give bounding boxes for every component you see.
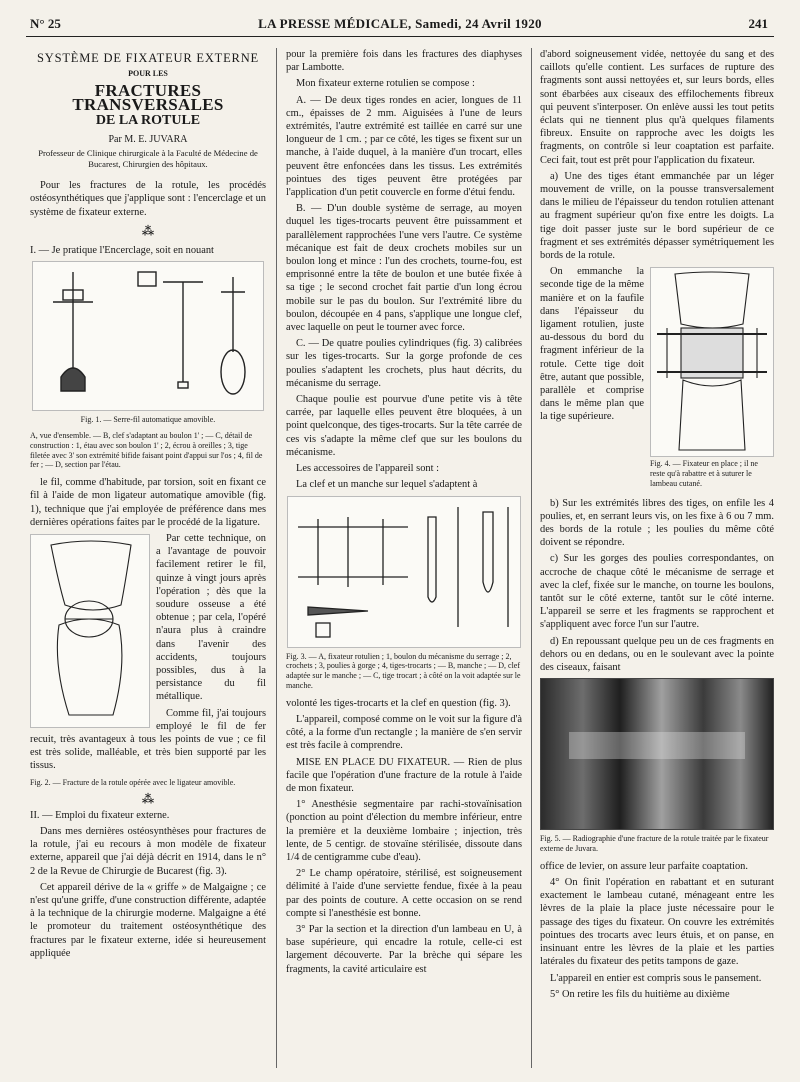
col3-paragraph-2: a) Une des tiges étant emmanchée par un léger mouvement de vrille, on la pousse transversalement dans le milieu de l'épaisseur du tendon rotulien attenant au fragment supérieur qu'on fixe entre les doigts. La tige doit passer juste sur le bord supérieur de ce fragment et ses extrémités dépasser symétriquement les bords de la rotule. [540, 170, 774, 262]
col2-paragraph-6: Chaque poulie est pourvue d'une petite vis à tête carrée, par laquelle elles peuvent être bloquées, à un point quelconque, des tiges-trocarts. Sur la tête carrée de ces vis s'adapte la même clef que sur les boulons du mécanisme. [286, 394, 522, 458]
page-header [26, 14, 774, 37]
article-title-line-3: FRACTURES TRANSVERSALES [72, 81, 224, 114]
section-stars-2: ⁂ [141, 792, 155, 807]
col1-paragraph-1: le fil, comme d'habitude, par torsion, soit en fixant ce fil à l'aide de mon ligateur automatique amovible (fig. 1), technique que j'ai employée de préférence dans mes dernières opérations faites par le procédé de la ligature. [30, 477, 266, 528]
column-1 [30, 48, 266, 963]
figure-1-illustration [32, 261, 264, 411]
col2-paragraph-7: Les accessoires de l'appareil sont : [296, 463, 439, 475]
knee-fixateur-drawing [651, 268, 773, 456]
figure-3-illustration [287, 496, 521, 648]
fixateur-rotulien-drawing [288, 497, 520, 647]
figure-5-caption: Fig. 5. — Radiographie d'une fracture de la rotule traitée par le fixateur externe de Juvara. [540, 834, 769, 854]
article-title-line-2: POUR LES [128, 69, 168, 79]
page-number: 241 [748, 16, 768, 31]
col3-paragraph-4: b) Sur les extrémités libres des tiges, on enfile les 4 poulies, et, en serrant leurs vis, on les fixe à 6 ou 7 mm. des bords de la rotule ; les poulies du même côté doivent se répondre. [540, 497, 774, 549]
journal-title: LA PRESSE MÉDICALE, Samedi, 24 Avril 1920 [258, 16, 542, 31]
col2-paragraph-9: volonté les tiges-trocarts et la clef en question (fig. 3). [286, 697, 511, 709]
col3-paragraph-3: On emmanche la seconde tige de la même manière et on la faufile dans l'épaisseur du ligament rotulien, juste au-dessous du bord du fragment inférieur de la rotule. Cette tige doit être, autant que possible, parallèle et comprise dans le même plan que la tige supérieure. [540, 266, 644, 423]
serre-fil-drawing [33, 262, 263, 410]
figure-2-caption: Fig. 2. — Fracture de la rotule opérée avec le ligateur amovible. [30, 777, 236, 787]
col2-paragraph-13: 2° Le champ opératoire, stérilisé, est soigneusement délimité à l'aide d'une serviette fendue, fixée à la peau par des points de couture. A cette occasion on se rend compte si l'anesthésie est bonne. [286, 868, 522, 919]
col1-paragraph-3: Comme fil, j'ai toujours employé le fil de fer recuit, très avantageux à tous les points de vue ; ce fil est très solide, malléable, et très bien supporté par les tissus. [30, 707, 266, 772]
col2-paragraph-11: MISE EN PLACE DU FIXATEUR. — Rien de plus facile que l'opération d'une fracture de la rotule à l'aide de mon fixateur. [286, 756, 522, 794]
col3-paragraph-9: L'appareil en entier est compris sous le pansement. [550, 972, 762, 984]
figure-4-caption: Fig. 4. — Fixateur en place ; il ne reste qu'à rabattre et à suturer le lambeau cutané. [650, 459, 758, 488]
col2-paragraph-2: Mon fixateur externe rotulien se compose : [296, 78, 475, 90]
column-2 [286, 48, 522, 979]
figure-4-illustration [650, 267, 774, 457]
col1-paragraph-4: Dans mes dernières ostéosynthèses pour fractures de la rotule, j'ai eu recours à mon modèle de fixateur externe, appareil que j'ai déjà décrit en 1914, dans le n° 2 de la Revue de Chirurgie de Bucarest (fig. 3). [30, 825, 266, 877]
column-divider [531, 48, 532, 1068]
intro-paragraph: Pour les fractures de la rotule, les procédés ostéosynthétiques que j'applique sont : l'encerclage et un système de fixateur externe. [30, 180, 266, 218]
knee-ligature-drawing [31, 535, 149, 727]
figure-1-legend: A, vue d'ensemble. — B, clef s'adaptant au boulon 1' ; — C, détail de construction : 1, étau avec son boulon 1' ; 2, écrou à oreilles ; 3, tige filetée avec 3' son extrémité bifide faisant point d'appui sur l'os ; 4, fil de fer ; — D, section par l'étau. [30, 431, 263, 470]
article-title-line-1: SYSTÈME DE FIXATEUR EXTERNE [37, 51, 259, 65]
article-author: Par M. E. JUVARA [108, 134, 188, 146]
figure-1-caption: Fig. 1. — Serre-fil automatique amovible. [80, 415, 216, 425]
col3-paragraph-1: d'abord soigneusement vidée, nettoyée du sang et des caillots qu'elle contient. Les surfaces de rupture des fragments sont aussi nettoyées et, sur leurs bords, elles sont ébarbées aux ciseaux des effilochements fibreux qui peuvent s'interposer. On enlève aussi les tout petits éclats qui ne tiennent plus qu'à quelques filaments fibreux. Ensuite on rapproche avec les doigts les fragments, on contrôle si leur coaptation est parfaite. Ceci fait, tout est prêt pour l'application du fixateur. [540, 49, 774, 166]
figure-2-illustration [30, 534, 150, 728]
section-1-heading: I. — Je pratique l'Encerclage, soit en nouant [30, 245, 214, 257]
issue-number: N° 25 [30, 16, 61, 31]
section-2-heading: II. — Emploi du fixateur externe. [30, 809, 170, 821]
section-stars: ⁂ [141, 223, 155, 238]
col3-paragraph-7: office de levier, on assure leur parfaite coaptation. [540, 860, 748, 872]
col3-paragraph-10: 5° On retire les fils du huitième au dixième [550, 988, 730, 1000]
col2-paragraph-1: pour la première fois dans les fractures des diaphyses par Lambotte. [286, 49, 522, 74]
col2-paragraph-12: 1° Anesthésie segmentaire par rachi-stovaïnisation (ponction au point d'élection du membre inférieur, entre la première et la deuxième lombaire ; injection, très lente, de 5 centigr. de stovaïne stérilisée, dissoute dans 1/4 de centigramme cube d'eau). [286, 799, 522, 863]
column-divider [276, 48, 277, 1068]
col3-paragraph-8: 4° On finit l'opération en rabattant et en suturant exactement le lambeau cutané, ménageant entre les lèvres de la plaie la place juste nécessaire pour le passage des tiges du fixateur. On couvre les extrémités pointues des trocarts avec leurs étuis, et on panse, en insinuant entre les lèvres de la plaie et les parties latérales du fixateur des petits tampons de gaze. [540, 877, 774, 968]
col1-paragraph-2: Par cette technique, on a l'avantage de pouvoir facilement retirer le fil, quinze à vingt jours après l'opération ; dès que la soudure osseuse a été obtenue ; par cela, l'opéré n'aura plus à craindre dans l'avenir des accidents, toujours possibles, dus à la persistance du fil métallique. [156, 533, 266, 703]
col2-paragraph-3: A. — De deux tiges rondes en acier, longues de 11 cm., épaisses de 2 mm. Aiguisées à l'une de leurs extrémités, l'autre extrémité est taillée en carré sur une longueur de 1 cm. ; par ce côté, les tiges se fixent sur un manche, à l'aide duquel, à la manière d'un trocart, elles peuvent être enfoncées dans les tissus. Les extrémités pointues des tiges peuvent être protégées par l'application d'un petit couvercle en forme d'étui fendu. [286, 94, 522, 199]
col2-paragraph-8: La clef et un manche sur lequel s'adaptent à [296, 479, 478, 491]
author-affiliation: Professeur de Clinique chirurgicale à la Faculté de Médecine de Bucarest, Chirurgien des hôpitaux. [38, 148, 258, 169]
column-3 [540, 48, 774, 1004]
article-columns [26, 48, 774, 1068]
figure-4-block [650, 267, 774, 494]
figure-5-radiograph [540, 678, 774, 830]
figure-3-caption: Fig. 3. — A, fixateur rotulien ; 1, boulon du mécanisme du serrage ; 2, crochets ; 3, poulies à gorge ; 4, tiges-trocarts ; — B, manche ; — D, clef adaptée sur le manche ; — C, tige trocart ; à côté on la voit adaptée sur le manche. [286, 651, 521, 690]
col3-paragraph-5: c) Sur les gorges des poulies correspondantes, on accroche de chaque côté le mécanisme de serrage et avec la clef, fixée sur le manche, on tourne les boulons, tantôt sur le côté externe, tantôt sur le côté interne. L'appareil se serre et les fragments se rapprochent et s'appliquent avec force l'un sur l'autre. [540, 553, 774, 631]
col2-paragraph-5: C. — De quatre poulies cylindriques (fig. 3) calibrées sur les tiges-trocarts. Sur la gorge profonde de ces poulies s'adaptent les crochets, plus haut décrits, du mécanisme du serrage. [286, 338, 522, 389]
col2-paragraph-14: 3° Par la section et la direction d'un lambeau en U, à base supérieure, qui encadre la rotule, celle-ci est largement découverte. Par la brèche qui sépare les fragments, la cavité articulaire est [286, 923, 522, 975]
col2-paragraph-10: L'appareil, composé comme on le voit sur la figure d'à côté, a la forme d'un rectangle ; la manière de s'en servir est très facile à comprendre. [286, 713, 522, 752]
col2-paragraph-4: B. — D'un double système de serrage, au moyen duquel les tiges-trocarts peuvent être puissamment et parallèlement rapprochées l'une vers l'autre. Ce système mécanique est fait de deux crochets mobiles sur un boulon long et mince : l'un des crochets, tourne-fou, est emprisonné entre la tête de boulon et une butée fixée à sa tige ; le second crochet fait partie d'un long écrou mobile sur le pas du boulon. Sur l'extrémité libre du boulon, découpée en 4 pans, s'applique une longue clef, avec laquelle on peut le tourner avec force. [286, 203, 522, 334]
article-title-line-4: DE LA ROTULE [95, 112, 201, 128]
col1-paragraph-5: Cet appareil dérive de la « griffe » de Malgaigne ; ce n'est qu'une griffe, d'une construction différente, adaptée à la technique de la chirurgie moderne. Malgaigne a été le promoteur du traitement ostéosynthétique des fractures par le fixateur externe, idée si heureusement appliquée [30, 881, 266, 959]
col3-paragraph-6: d) En repoussant quelque peu un de ces fragments en dehors ou en dedans, ou en le soulevant avec la pointe des ciseaux, faisant [540, 635, 774, 674]
newspaper-page [26, 14, 774, 1074]
